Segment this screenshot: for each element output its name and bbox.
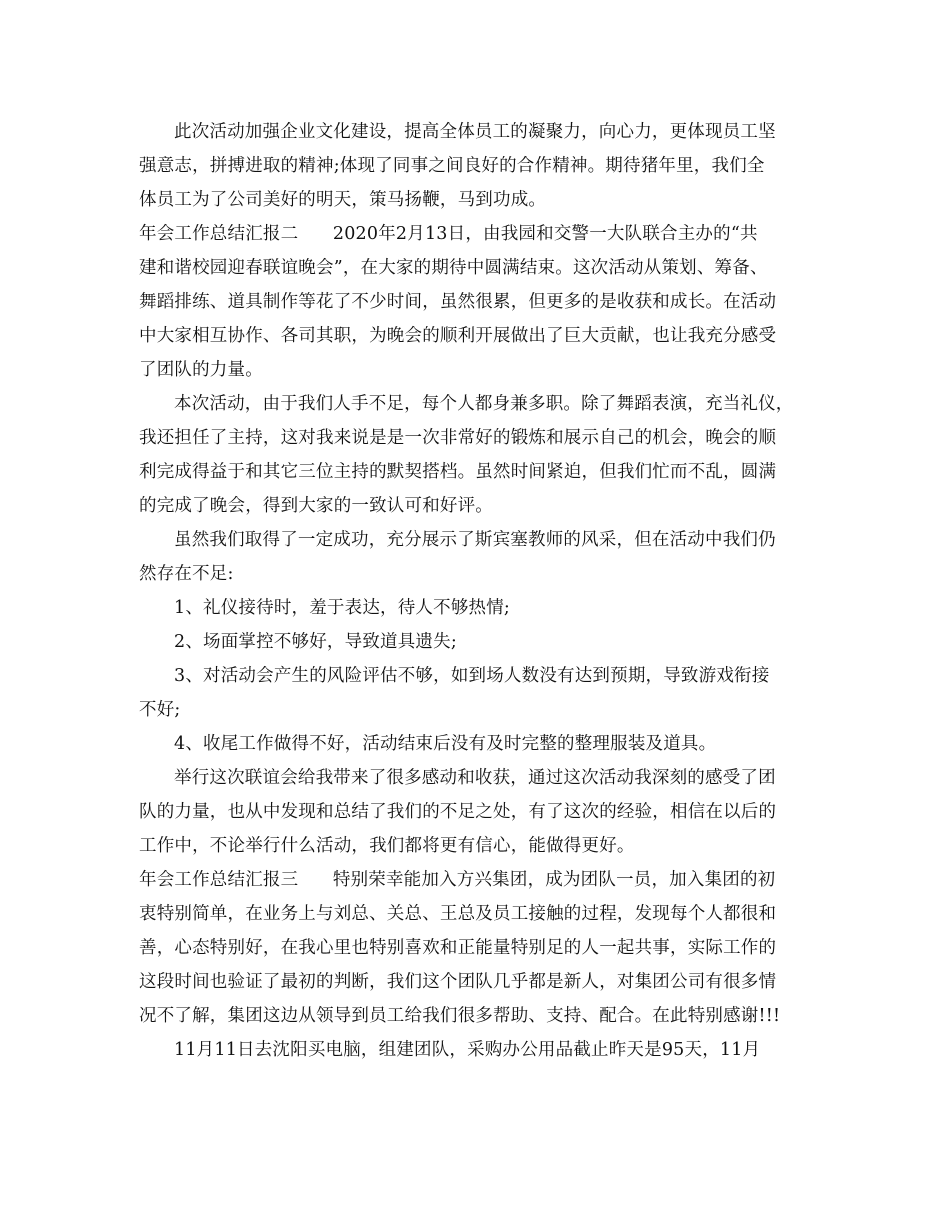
text-line: 工作中，不论举行什么活动，我们都将更有信心，能做得更好。 <box>139 836 635 856</box>
text-line: 的完成了晚会，得到大家的一致认可和好评。 <box>139 496 493 516</box>
text-line: 虽然我们取得了一定成功，充分展示了斯宾塞教师的风采，但在活动中我们仍 <box>174 530 776 550</box>
text-line: 了团队的力量。 <box>139 360 263 380</box>
text-line: 队的力量，也从中发现和总结了我们的不足之处，有了这次的经验，相信在以后的 <box>139 802 777 822</box>
text-line: 利完成得益于和其它三位主持的默契搭档。虽然时间紧迫，但我们忙而不乱，圆满 <box>139 462 777 482</box>
text-line: 舞蹈排练、道具制作等花了不少时间，虽然很累，但更多的是收获和成长。在活动 <box>139 292 777 312</box>
text-line: 况不了解，集团这边从领导到员工给我们很多帮助、支持、配合。在此特别感谢!!! <box>139 1006 781 1026</box>
list-item: 4、收尾工作做得不好，活动结束后没有及时完整的整理服装及道具。 <box>174 734 717 754</box>
text-line: 举行这次联谊会给我带来了很多感动和收获，通过这次活动我深刻的感受了团 <box>174 768 776 788</box>
list-item: 1、礼仪接待时，羞于表达，待人不够热情; <box>174 598 511 618</box>
text-line: 强意志，拼搏进取的精神;体现了同事之间良好的合作精神。期待猪年里，我们全 <box>139 156 765 176</box>
text-line: 我还担任了主持，这对我来说是是一次非常好的锻炼和展示自己的机会，晚会的顺 <box>139 428 777 448</box>
text-line: 建和谐校园迎春联谊晚会”，在大家的期待中圆满结束。这次活动从策划、筹备、 <box>139 258 768 278</box>
text-line: 中大家相互协作、各司其职，为晚会的顺利开展做出了巨大贡献，也让我充分感受 <box>139 326 777 346</box>
text-line: 然存在不足: <box>139 564 234 584</box>
text-line: 衷特别简单，在业务上与刘总、关总、王总及员工接触的过程，发现每个人都很和 <box>139 904 777 924</box>
text-line: 不好; <box>139 700 181 720</box>
list-item: 3、对活动会产生的风险评估不够，如到场人数没有达到预期，导致游戏衔接 <box>174 666 770 686</box>
list-item: 2、场面掌控不够好，导致道具遗失; <box>174 632 457 652</box>
section-heading-line: 年会工作总结汇报三 特别荣幸能加入方兴集团，成为团队一员，加入集团的初 <box>139 870 776 890</box>
text-line: 体员工为了公司美好的明天，策马扬鞭，马到功成。 <box>139 190 547 210</box>
text-line: 本次活动，由于我们人手不足，每个人都身兼多职。除了舞蹈表演，充当礼仪， <box>174 394 794 414</box>
text-line: 这段时间也验证了最初的判断，我们这个团队几乎都是新人，对集团公司有很多情 <box>139 972 777 992</box>
text-line: 11月11日去沈阳买电脑，组建团队，采购办公用品截止昨天是95天，11月 <box>174 1040 761 1060</box>
text-line: 善，心态特别好，在我心里也特别喜欢和正能量特别足的人一起共事，实际工作的 <box>139 938 777 958</box>
text-line: 此次活动加强企业文化建设，提高全体员工的凝聚力，向心力，更体现员工坚 <box>174 122 776 142</box>
section-heading-line: 年会工作总结汇报二 2020年2月13日，由我园和交警一大队联合主办的“共 <box>139 224 758 244</box>
